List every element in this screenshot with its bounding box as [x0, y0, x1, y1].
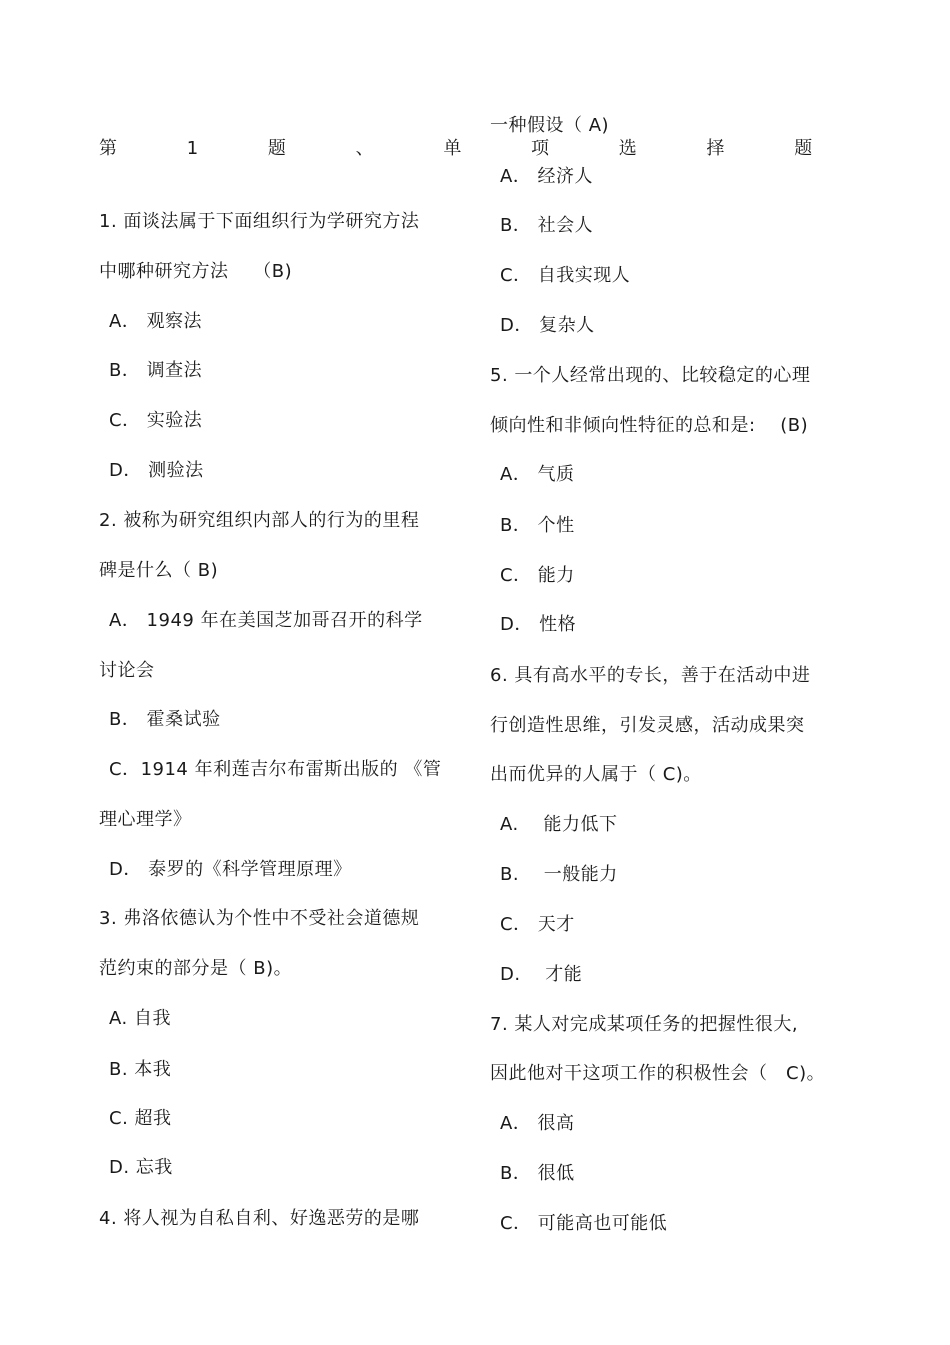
question-7-option-a: A． 很高 — [500, 1113, 575, 1134]
question-2-option-a-line-2: 讨论会 — [99, 660, 155, 681]
question-3-option-b: B. 本我 — [109, 1059, 172, 1080]
question-7-option-c: C． 可能高也可能低 — [500, 1213, 668, 1234]
question-7-line-1: 7. 某人对完成某项任务的把握性很大, — [490, 1014, 799, 1035]
question-1-option-c: C． 实验法 — [109, 410, 203, 431]
question-2-option-b: B． 霍桑试验 — [109, 709, 221, 730]
question-1-option-d: D． 测验法 — [109, 460, 204, 481]
question-4-option-a: A． 经济人 — [500, 166, 594, 187]
question-5-line-2: 倾向性和非倾向性特征的总和是: (B) — [490, 415, 809, 436]
question-7-line-2: 因此他对干这项工作的积极性会（ C)。 — [490, 1063, 826, 1084]
question-4-option-c: C． 自我实现人 — [500, 265, 631, 286]
question-6-line-3: 出而优异的人属于（ C)。 — [490, 764, 702, 785]
question-1-option-a: A． 观察法 — [109, 311, 203, 332]
question-6-option-a: A. 能力低下 — [500, 814, 618, 835]
question-3-option-d: D. 忘我 — [109, 1157, 173, 1178]
question-4-line-1: 4. 将人视为自私自利、好逸恶劳的是哪 — [99, 1208, 420, 1229]
question-5-option-b: B． 个性 — [500, 515, 575, 536]
question-2-option-c-line-1: C．1914 年利莲吉尔布雷斯出版的 《管 — [109, 759, 442, 780]
question-4-option-b: B． 社会人 — [500, 215, 594, 236]
question-1-line-1: 1. 面谈法属于下面组织行为学研究方法 — [99, 211, 420, 232]
question-6-line-2: 行创造性思维，引发灵感，活动成果突 — [490, 715, 805, 736]
question-1-option-b: B． 调查法 — [109, 360, 203, 381]
question-3-option-a: A. 自我 — [109, 1008, 171, 1029]
question-2-option-a-line-1: A． 1949 年在美国芝加哥召开的科学 — [109, 610, 423, 631]
question-7-option-b: B． 很低 — [500, 1163, 575, 1184]
question-6-option-d: D. 才能 — [500, 964, 583, 985]
question-2-line-1: 2. 被称为研究组织内部人的行为的里程 — [99, 510, 420, 531]
question-5-option-d: D． 性格 — [500, 614, 577, 635]
question-3-line-1: 3. 弗洛依德认为个性中不受社会道德规 — [99, 908, 420, 929]
section-heading: 第 1 题 、 单 项 选 择 题 — [99, 138, 845, 159]
question-6-line-1: 6. 具有高水平的专长，善于在活动中进 — [490, 665, 811, 686]
question-4-option-d: D． 复杂人 — [500, 315, 595, 336]
question-2-line-2: 碑是什么（ B) — [99, 560, 219, 581]
question-5-option-c: C． 能力 — [500, 565, 575, 586]
question-6-option-c: C． 天才 — [500, 914, 575, 935]
question-5-line-1: 5. 一个人经常出现的、比较稳定的心理 — [490, 365, 811, 386]
question-3-option-c: C. 超我 — [109, 1108, 172, 1129]
question-6-option-b: B. 一般能力 — [500, 864, 618, 885]
question-5-option-a: A． 气质 — [500, 464, 575, 485]
question-1-line-2: 中哪种研究方法 （B) — [99, 261, 293, 282]
question-4-line-2: 一种假设（ A) — [490, 115, 610, 136]
question-2-option-c-line-2: 理心理学》 — [99, 809, 192, 830]
question-2-option-d: D． 泰罗的《科学管理原理》 — [109, 859, 352, 880]
question-3-line-2: 范约束的部分是（ B)。 — [99, 958, 293, 979]
